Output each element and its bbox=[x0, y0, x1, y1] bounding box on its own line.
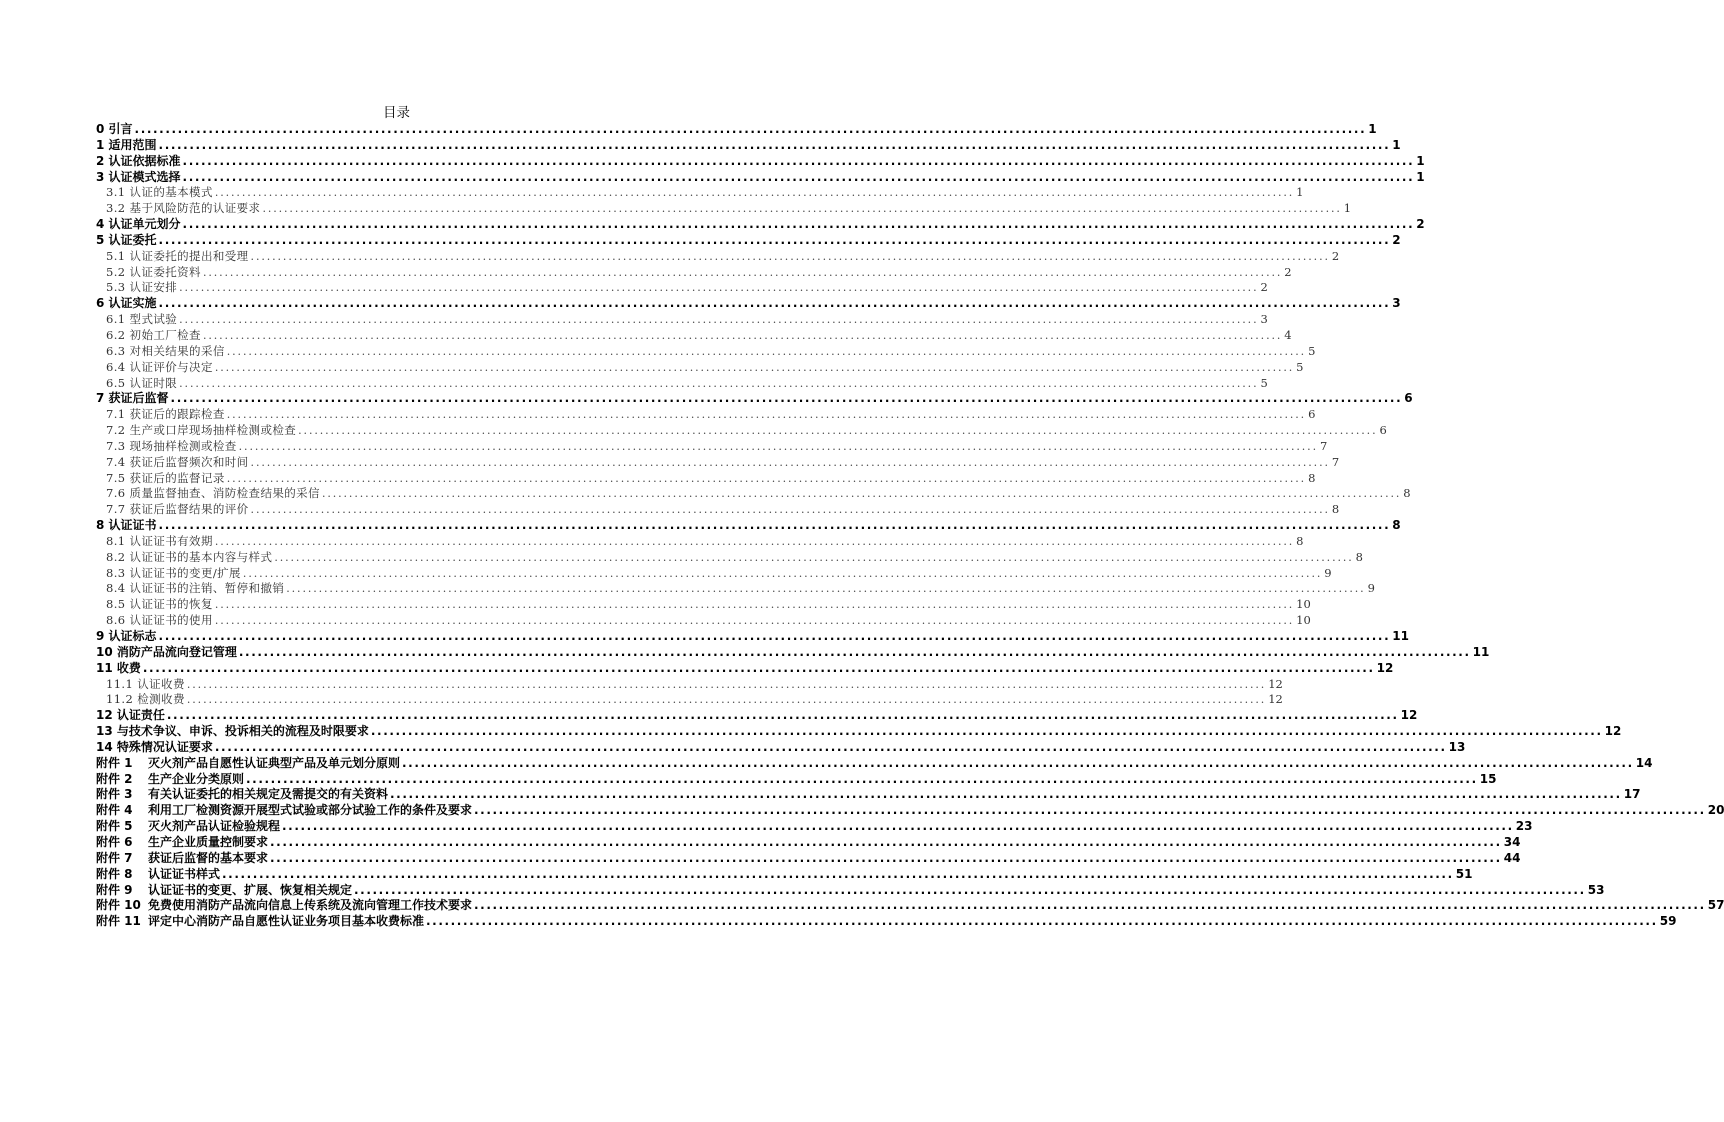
toc-entry-label: 7.3 现场抽样检测或检查 bbox=[106, 438, 237, 453]
toc-entry-label bbox=[96, 772, 246, 788]
toc-entry-label: 6.5 认证时限 bbox=[106, 375, 178, 390]
toc-entry-label: 13 与技术争议、申诉、投诉相关的流程及时限要求 bbox=[96, 724, 369, 739]
toc-leader-dots: ........................................................................................................................................................................................................ bbox=[354, 882, 1586, 897]
toc-chapter-entry[interactable] bbox=[96, 724, 1622, 740]
toc-page-number: 17 bbox=[1623, 787, 1641, 802]
toc-page-number: 12 bbox=[1604, 724, 1622, 739]
toc-page-number: 9 bbox=[1367, 581, 1375, 596]
toc-page-number: 10 bbox=[1296, 597, 1311, 612]
toc-page-number: 8 bbox=[1392, 518, 1401, 533]
toc-appendix-title: 利用工厂检测资源开展型式试验或部分试验工作的条件及要求 bbox=[148, 803, 473, 818]
toc-page-number: 12 bbox=[1376, 660, 1394, 675]
toc-leader-dots: ........................................................................................................................................................................................................ bbox=[402, 755, 1634, 770]
toc-appendix-entry[interactable] bbox=[96, 755, 1653, 772]
toc-chapter-entry[interactable] bbox=[96, 137, 1401, 154]
toc-appendix-title: 获证后监督的基本要求 bbox=[148, 850, 269, 865]
toc-leader-dots: ........................................................................................................................................................................................................ bbox=[186, 693, 1267, 707]
toc-leader-dots: ........................................................................................................................................................................................................ bbox=[242, 566, 1323, 580]
toc-leader-dots: ........................................................................................................................................................................................................ bbox=[170, 391, 1403, 406]
toc-page-number: 7 bbox=[1331, 454, 1340, 469]
toc-entry-label bbox=[96, 756, 402, 772]
toc-leader-dots: ........................................................................................................................................................................................................ bbox=[158, 518, 1391, 533]
toc-section-entry[interactable] bbox=[96, 597, 1311, 613]
toc-page-number: 6 bbox=[1308, 407, 1316, 422]
toc-entry-label: 5.2 认证委托资料 bbox=[106, 264, 201, 279]
toc-entry-label: 7 获证后监督 bbox=[96, 391, 169, 406]
toc-entry-label bbox=[96, 787, 390, 803]
toc-entry-label: 5 认证委托 bbox=[96, 232, 157, 247]
toc-leader-dots: ........................................................................................................................................................................................................ bbox=[250, 249, 1330, 263]
toc-page-number: 53 bbox=[1587, 882, 1605, 897]
toc-appendix-entry[interactable] bbox=[96, 914, 1677, 930]
toc-section-entry[interactable] bbox=[96, 533, 1304, 550]
toc-appendix-title: 灭火剂产品自愿性认证典型产品及单元划分原则 bbox=[148, 755, 401, 770]
toc-appendix-tag: 附件 10 bbox=[96, 898, 141, 913]
toc-entry-label bbox=[96, 883, 354, 899]
toc-entry-label: 6 认证实施 bbox=[96, 296, 157, 311]
toc-chapter-entry[interactable] bbox=[96, 391, 1413, 407]
toc-page-number: 2 bbox=[1284, 264, 1292, 279]
toc-section-entry[interactable] bbox=[96, 375, 1268, 392]
toc-entry-label: 4 认证单元划分 bbox=[96, 217, 181, 232]
toc-page-number: 51 bbox=[1455, 866, 1473, 881]
toc-section-entry[interactable] bbox=[96, 312, 1268, 328]
toc-entry-label bbox=[96, 819, 282, 835]
toc-page-number: 20 bbox=[1707, 803, 1724, 818]
toc-leader-dots: ........................................................................................................................................................................................................ bbox=[214, 614, 1295, 628]
toc-appendix-title: 灭火剂产品认证检验规程 bbox=[148, 819, 281, 834]
toc-entry-label: 7.5 获证后的监督记录 bbox=[106, 470, 225, 485]
toc-title: 目录 bbox=[383, 105, 410, 121]
toc-page-number: 12 bbox=[1268, 692, 1283, 707]
toc-chapter-entry[interactable] bbox=[96, 518, 1401, 534]
toc-leader-dots: ........................................................................................................................................................................................................ bbox=[182, 217, 1415, 232]
toc-entry-label: 3.2 基于风险防范的认证要求 bbox=[106, 201, 261, 216]
toc-page-number: 11 bbox=[1472, 644, 1490, 659]
toc-page-number: 44 bbox=[1503, 850, 1521, 865]
toc-chapter-entry[interactable] bbox=[96, 644, 1490, 661]
toc-page-number: 8 bbox=[1355, 549, 1363, 564]
toc-leader-dots: ........................................................................................................................................................................................................ bbox=[226, 408, 1307, 422]
toc-leader-dots: ........................................................................................................................................................................................................ bbox=[158, 232, 1391, 247]
toc-page-number: 7 bbox=[1319, 438, 1328, 453]
toc-section-entry[interactable] bbox=[96, 343, 1316, 360]
toc-leader-dots: ........................................................................................................................................................................................................ bbox=[250, 455, 1330, 469]
toc-leader-dots: ........................................................................................................................................................................................................ bbox=[286, 582, 1366, 596]
toc-leader-dots: ........................................................................................................................................................................................................ bbox=[222, 866, 1454, 881]
toc-entry-label: 6.2 初始工厂检查 bbox=[106, 327, 201, 342]
toc-leader-dots: ........................................................................................................................................................................................................ bbox=[270, 834, 1502, 849]
toc-section-entry[interactable] bbox=[96, 327, 1292, 344]
toc-appendix-entry[interactable] bbox=[96, 898, 1724, 914]
toc-section-entry[interactable] bbox=[96, 549, 1363, 566]
toc-page-number: 13 bbox=[1448, 739, 1466, 754]
toc-leader-dots: ........................................................................................................................................................................................................ bbox=[270, 850, 1502, 865]
toc-entry-label: 8.6 认证证书的使用 bbox=[106, 613, 213, 628]
toc-entry-label: 14 特殊情况认证要求 bbox=[96, 739, 213, 754]
toc-appendix-tag: 附件 2 bbox=[96, 771, 133, 786]
toc-page-number: 10 bbox=[1296, 613, 1311, 628]
toc-section-entry[interactable] bbox=[96, 502, 1340, 518]
toc-section-entry[interactable] bbox=[96, 407, 1316, 423]
toc-leader-dots: ........................................................................................................................................................................................................ bbox=[214, 598, 1295, 612]
toc-page-number: 1 bbox=[1296, 185, 1304, 200]
toc-section-entry[interactable] bbox=[96, 201, 1352, 217]
toc-entry-label: 9 认证标志 bbox=[96, 629, 157, 643]
toc-leader-dots: ........................................................................................................................................................................................................ bbox=[298, 424, 1378, 438]
toc-page-number: 8 bbox=[1331, 502, 1340, 517]
toc-section-entry[interactable] bbox=[96, 565, 1332, 582]
toc-leader-dots: ........................................................................................................................................................................................................ bbox=[246, 771, 1478, 786]
toc-page-number: 5 bbox=[1296, 359, 1304, 374]
toc-chapter-entry[interactable] bbox=[96, 153, 1425, 170]
toc-leader-dots: ........................................................................................................................................................................................................ bbox=[179, 281, 1259, 295]
toc-entry-label: 5.3 认证安排 bbox=[106, 280, 178, 295]
toc-page-number: 57 bbox=[1707, 898, 1724, 913]
toc-entry-label bbox=[96, 914, 426, 930]
toc-section-entry[interactable] bbox=[96, 692, 1283, 708]
toc-appendix-title: 生产企业质量控制要求 bbox=[148, 834, 269, 849]
toc-entry-label bbox=[96, 867, 222, 883]
toc-page-number: 3 bbox=[1392, 296, 1401, 311]
toc-page-number: 12 bbox=[1400, 708, 1418, 723]
toc-appendix-entry[interactable] bbox=[96, 882, 1605, 899]
toc-entry-label: 8.1 认证证书有效期 bbox=[106, 533, 213, 548]
toc-entry-label bbox=[96, 835, 270, 851]
toc-chapter-entry[interactable] bbox=[96, 217, 1425, 233]
toc-appendix-tag: 附件 7 bbox=[96, 850, 133, 865]
toc-appendix-tag: 附件 5 bbox=[96, 819, 133, 834]
toc-page-number: 11 bbox=[1392, 629, 1409, 643]
table-of-contents bbox=[96, 122, 1724, 930]
toc-section-entry[interactable] bbox=[96, 581, 1375, 597]
toc-entry-label: 6.3 对相关结果的采信 bbox=[106, 343, 225, 358]
toc-page-number: 5 bbox=[1308, 343, 1316, 358]
toc-leader-dots: ........................................................................................................................................................................................................ bbox=[166, 708, 1399, 723]
toc-section-entry[interactable] bbox=[96, 613, 1311, 629]
toc-entry-label: 3.1 认证的基本模式 bbox=[106, 185, 213, 200]
toc-entry-label: 8.4 认证证书的注销、暂停和撤销 bbox=[106, 581, 285, 596]
toc-appendix-title: 生产企业分类原则 bbox=[148, 771, 245, 786]
toc-page-number: 34 bbox=[1503, 834, 1521, 849]
toc-chapter-entry[interactable] bbox=[96, 708, 1418, 724]
toc-leader-dots: ........................................................................................................................................................................................................ bbox=[158, 296, 1391, 311]
toc-leader-dots: ........................................................................................................................................................................................................ bbox=[262, 202, 1342, 216]
toc-entry-label bbox=[96, 898, 474, 914]
toc-page-number: 59 bbox=[1659, 914, 1677, 929]
toc-appendix-entry[interactable] bbox=[96, 850, 1521, 867]
toc-appendix-title: 免费使用消防产品流向信息上传系统及流向管理工作技术要求 bbox=[148, 898, 473, 913]
toc-chapter-entry[interactable] bbox=[96, 232, 1401, 249]
toc-leader-dots: ........................................................................................................................................................................................................ bbox=[182, 153, 1415, 168]
toc-entry-label: 6.1 型式试验 bbox=[106, 312, 178, 327]
toc-entry-label: 7.4 获证后监督频次和时间 bbox=[106, 454, 249, 469]
toc-appendix-tag: 附件 6 bbox=[96, 834, 133, 849]
toc-leader-dots: ........................................................................................................................................................................................................ bbox=[321, 487, 1402, 501]
toc-chapter-entry[interactable] bbox=[96, 169, 1425, 186]
toc-entry-label: 11.1 认证收费 bbox=[106, 676, 185, 691]
toc-appendix-title: 评定中心消防产品自愿性认证业务项目基本收费标准 bbox=[148, 914, 425, 929]
toc-appendix-tag: 附件 8 bbox=[96, 866, 133, 881]
toc-leader-dots: ........................................................................................................................................................................................................ bbox=[282, 819, 1514, 834]
toc-appendix-tag: 附件 11 bbox=[96, 914, 141, 929]
toc-page-number: 8 bbox=[1296, 533, 1304, 548]
toc-page-number: 15 bbox=[1479, 771, 1497, 786]
toc-leader-dots: ........................................................................................................................................................................................................ bbox=[186, 677, 1267, 691]
toc-leader-dots: ........................................................................................................................................................................................................ bbox=[426, 914, 1658, 929]
toc-appendix-entry[interactable] bbox=[96, 819, 1533, 835]
toc-entry-label: 7.1 获证后的跟踪检查 bbox=[106, 407, 225, 422]
toc-section-entry[interactable] bbox=[96, 676, 1283, 693]
toc-leader-dots: ........................................................................................................................................................................................................ bbox=[274, 550, 1354, 564]
toc-leader-dots: ........................................................................................................................................................................................................ bbox=[474, 803, 1706, 818]
toc-entry-label: 3 认证模式选择 bbox=[96, 169, 181, 184]
toc-page-number: 1 bbox=[1416, 153, 1425, 168]
toc-page-number: 2 bbox=[1416, 217, 1425, 232]
toc-entry-label: 5.1 认证委托的提出和受理 bbox=[106, 248, 249, 263]
toc-appendix-tag: 附件 3 bbox=[96, 787, 133, 802]
toc-chapter-entry[interactable] bbox=[96, 660, 1394, 677]
toc-leader-dots: ........................................................................................................................................................................................................ bbox=[179, 376, 1259, 390]
toc-page-number: 8 bbox=[1403, 486, 1411, 501]
toc-entry-label: 11.2 检测收费 bbox=[106, 692, 185, 707]
toc-entry-label: 7.2 生产或口岸现场抽样检测或检查 bbox=[106, 423, 297, 438]
toc-page-number: 14 bbox=[1635, 755, 1653, 770]
toc-leader-dots: ........................................................................................................................................................................................................ bbox=[134, 122, 1367, 136]
toc-appendix-entry[interactable] bbox=[96, 771, 1497, 788]
toc-section-entry[interactable] bbox=[96, 280, 1268, 296]
toc-leader-dots: ........................................................................................................................................................................................................ bbox=[202, 265, 1283, 279]
toc-appendix-tag: 附件 4 bbox=[96, 803, 133, 818]
toc-section-entry[interactable] bbox=[96, 359, 1304, 376]
toc-entry-label: 8 认证证书 bbox=[96, 518, 157, 533]
toc-section-entry[interactable] bbox=[96, 438, 1328, 455]
toc-leader-dots: ........................................................................................................................................................................................................ bbox=[214, 739, 1447, 754]
toc-leader-dots: ........................................................................................................................................................................................................ bbox=[158, 629, 1391, 643]
toc-section-entry[interactable] bbox=[96, 470, 1316, 487]
toc-page-number: 2 bbox=[1260, 280, 1268, 295]
toc-page-number: 1 bbox=[1392, 137, 1401, 152]
toc-appendix-entry[interactable] bbox=[96, 834, 1521, 851]
toc-page-number: 4 bbox=[1284, 327, 1292, 342]
toc-page-number: 3 bbox=[1260, 312, 1268, 327]
toc-page-number: 8 bbox=[1308, 470, 1316, 485]
toc-appendix-title: 有关认证委托的相关规定及需提交的有关资料 bbox=[148, 787, 389, 802]
toc-leader-dots: ........................................................................................................................................................................................................ bbox=[226, 471, 1307, 485]
toc-section-entry[interactable] bbox=[96, 454, 1340, 471]
toc-appendix-title: 认证证书样式 bbox=[148, 866, 221, 881]
toc-leader-dots: ........................................................................................................................................................................................................ bbox=[142, 660, 1375, 675]
toc-leader-dots: ........................................................................................................................................................................................................ bbox=[238, 644, 1471, 659]
toc-leader-dots: ........................................................................................................................................................................................................ bbox=[238, 439, 1318, 453]
toc-entry-label: 11 收费 bbox=[96, 660, 141, 675]
toc-page-number: 23 bbox=[1515, 819, 1533, 834]
toc-entry-label: 7.7 获证后监督结果的评价 bbox=[106, 502, 249, 517]
toc-page-number: 9 bbox=[1324, 565, 1332, 580]
toc-leader-dots: ........................................................................................................................................................................................................ bbox=[182, 169, 1415, 184]
toc-page-number: 1 bbox=[1416, 169, 1425, 184]
toc-entry-label: 8.5 认证证书的恢复 bbox=[106, 597, 213, 612]
toc-page-number: 1 bbox=[1368, 122, 1377, 136]
toc-entry-label: 1 适用范围 bbox=[96, 137, 157, 152]
toc-leader-dots: ........................................................................................................................................................................................................ bbox=[226, 344, 1307, 358]
toc-section-entry[interactable] bbox=[96, 248, 1340, 265]
toc-chapter-entry[interactable] bbox=[96, 122, 1377, 138]
toc-chapter-entry[interactable] bbox=[96, 739, 1466, 756]
toc-page-number: 5 bbox=[1260, 375, 1268, 390]
toc-leader-dots: ........................................................................................................................................................................................................ bbox=[179, 313, 1259, 327]
toc-leader-dots: ........................................................................................................................................................................................................ bbox=[214, 534, 1295, 548]
toc-entry-label: 10 消防产品流向登记管理 bbox=[96, 644, 237, 659]
toc-chapter-entry[interactable] bbox=[96, 629, 1409, 645]
toc-section-entry[interactable] bbox=[96, 264, 1292, 281]
toc-page-number: 6 bbox=[1404, 391, 1413, 406]
toc-page-number: 6 bbox=[1379, 423, 1387, 438]
toc-leader-dots: ........................................................................................................................................................................................................ bbox=[370, 724, 1603, 739]
toc-page-number: 2 bbox=[1331, 248, 1340, 263]
toc-leader-dots: ........................................................................................................................................................................................................ bbox=[250, 503, 1330, 517]
toc-entry-label: 7.6 质量监督抽查、消防检查结果的采信 bbox=[106, 486, 320, 501]
toc-leader-dots: ........................................................................................................................................................................................................ bbox=[214, 360, 1295, 374]
toc-entry-label bbox=[96, 803, 474, 819]
toc-section-entry[interactable] bbox=[96, 486, 1411, 502]
toc-appendix-entry[interactable] bbox=[96, 803, 1724, 819]
toc-entry-label: 8.3 认证证书的变更/扩展 bbox=[106, 565, 241, 580]
toc-appendix-entry[interactable] bbox=[96, 787, 1641, 803]
toc-entry-label bbox=[96, 851, 270, 867]
toc-appendix-title: 认证证书的变更、扩展、恢复相关规定 bbox=[148, 882, 353, 897]
toc-entry-label: 12 认证责任 bbox=[96, 708, 165, 723]
toc-entry-label: 6.4 认证评价与决定 bbox=[106, 359, 213, 374]
toc-chapter-entry[interactable] bbox=[96, 296, 1401, 312]
toc-leader-dots: ........................................................................................................................................................................................................ bbox=[390, 787, 1622, 802]
toc-entry-label: 0 引言 bbox=[96, 122, 133, 136]
toc-section-entry[interactable] bbox=[96, 185, 1304, 201]
toc-leader-dots: ........................................................................................................................................................................................................ bbox=[474, 898, 1706, 913]
toc-appendix-tag: 附件 9 bbox=[96, 882, 133, 897]
toc-leader-dots: ........................................................................................................................................................................................................ bbox=[214, 186, 1295, 200]
toc-page-number: 12 bbox=[1268, 676, 1283, 691]
toc-appendix-tag: 附件 1 bbox=[96, 755, 133, 770]
toc-entry-label: 2 认证依据标准 bbox=[96, 153, 181, 168]
toc-leader-dots: ........................................................................................................................................................................................................ bbox=[158, 137, 1391, 152]
toc-page-number: 1 bbox=[1343, 201, 1352, 216]
toc-leader-dots: ........................................................................................................................................................................................................ bbox=[202, 328, 1283, 342]
toc-appendix-entry[interactable] bbox=[96, 866, 1473, 883]
toc-page-number: 2 bbox=[1392, 232, 1401, 247]
toc-section-entry[interactable] bbox=[96, 423, 1387, 439]
toc-entry-label: 8.2 认证证书的基本内容与样式 bbox=[106, 549, 273, 564]
